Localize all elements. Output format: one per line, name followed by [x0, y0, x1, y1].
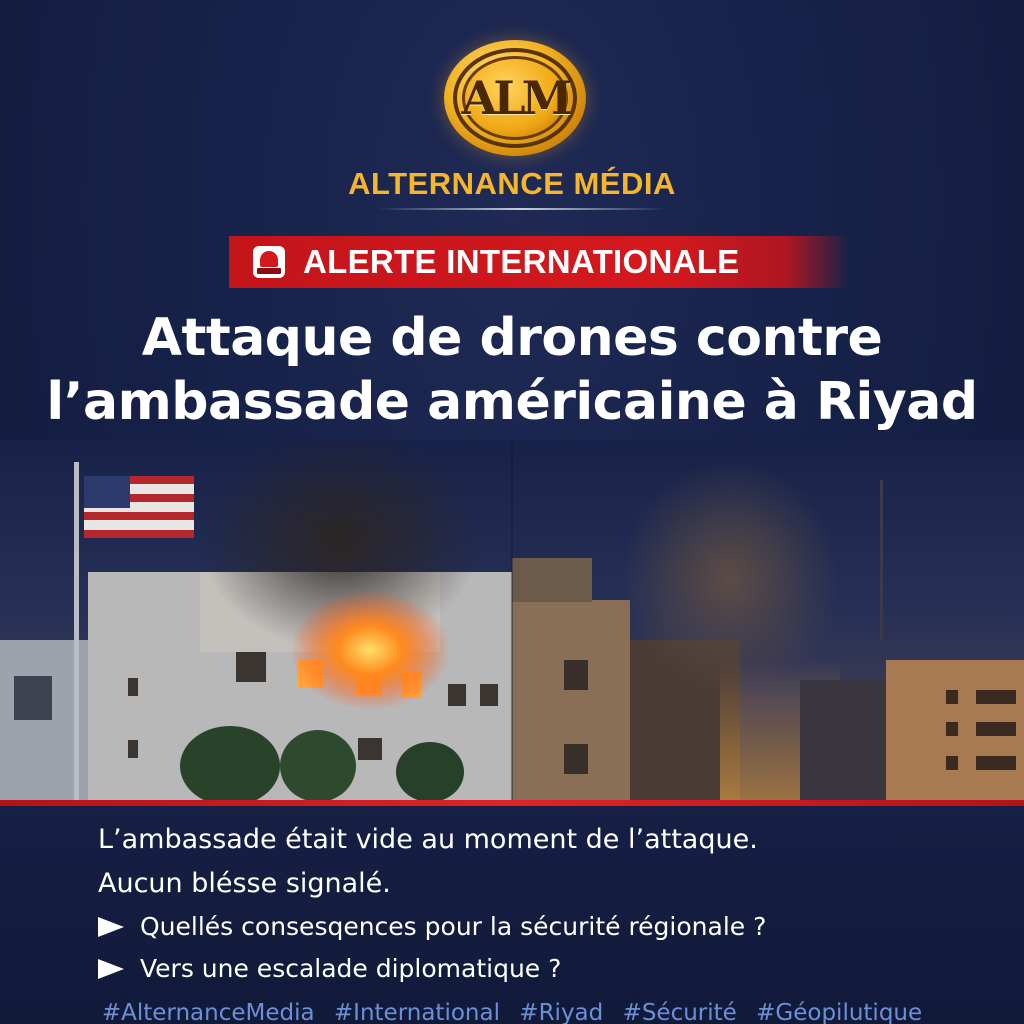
headline-line-1: Attaque de drones contre — [141, 308, 883, 368]
hashtag[interactable]: #Sécurité — [622, 1000, 737, 1024]
flagpole — [74, 462, 79, 806]
bullet-item-1 — [98, 912, 766, 941]
logo-monogram: ALM — [461, 71, 569, 125]
brand-divider — [377, 208, 667, 210]
hashtag[interactable]: #International — [333, 1000, 500, 1024]
photo-split — [511, 440, 513, 806]
annex-window — [14, 676, 52, 720]
tree-3 — [396, 742, 464, 802]
embassy-attack-photo — [0, 440, 1024, 806]
bullet-item-2 — [98, 954, 561, 983]
radio-tower — [880, 480, 883, 640]
headline — [0, 306, 1024, 434]
siren-icon — [253, 246, 285, 278]
headline-line-2: l’ambassade américaine à Riyad — [46, 372, 978, 432]
annex-building — [0, 640, 95, 806]
triangle-arrow-icon — [98, 959, 124, 979]
bullet-text-1: Quellés consesqences pour la sécurité régionale ? — [140, 912, 767, 941]
street-buildings-right — [800, 680, 890, 806]
brand-name: ALTERNANCE MÉDIA — [348, 166, 676, 201]
smoke-plume-right — [620, 460, 840, 700]
tree-2 — [280, 730, 356, 802]
logo-inner-disc — [462, 56, 568, 140]
hashtag[interactable]: #Géopilutique — [756, 1000, 923, 1024]
hashtag[interactable]: #AlternanceMedia — [101, 1000, 315, 1024]
alm-logo-emblem — [444, 40, 586, 156]
right-building-windows — [946, 690, 1016, 770]
us-flag — [84, 476, 194, 538]
alert-banner — [229, 236, 849, 288]
siren-dome — [260, 251, 278, 267]
bullet-text-2: Vers une escalade diplomatique ? — [140, 954, 562, 983]
apartment-block — [512, 600, 630, 806]
hashtag-row — [0, 1000, 1024, 1024]
scene-illustration — [0, 440, 1024, 806]
siren-base — [257, 268, 281, 274]
body-line-1: L’ambassade était vide au moment de l’attaque. — [98, 824, 758, 855]
fire-glow — [290, 590, 450, 710]
alert-label: ALERTE INTERNATIONALE — [303, 243, 740, 280]
triangle-arrow-icon — [98, 917, 124, 937]
hashtag[interactable]: #Riyad — [519, 1000, 604, 1024]
apartment-top — [512, 558, 592, 602]
tree-1 — [180, 726, 280, 806]
body-line-2: Aucun blésse signalé. — [98, 868, 391, 899]
